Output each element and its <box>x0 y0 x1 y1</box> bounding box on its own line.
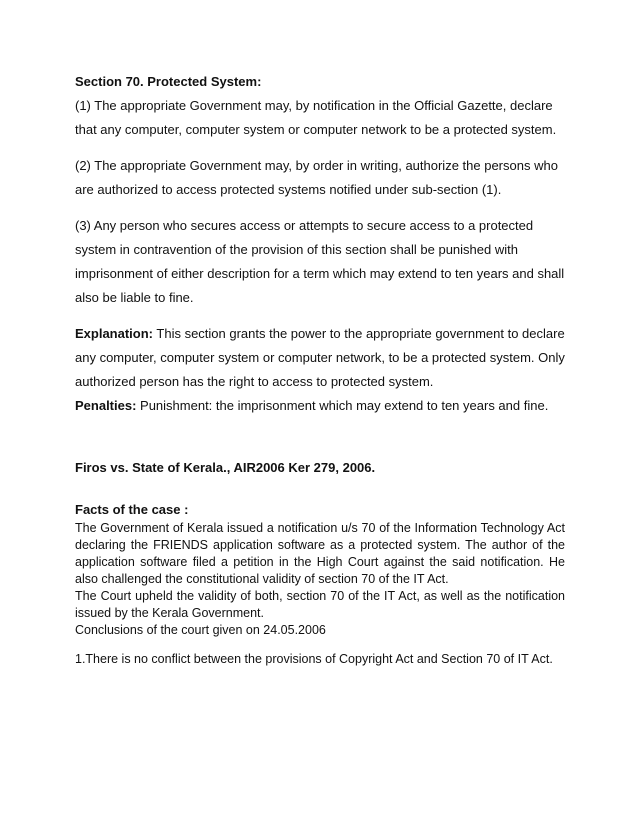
facts-paragraph-2: The Court upheld the validity of both, section 70 of the IT Act, as well as the notification issued by the Kerala Government. <box>75 589 565 620</box>
spacer <box>75 310 565 322</box>
penalties-paragraph <box>75 394 565 418</box>
section-clause-1: (1) The appropriate Government may, by notification in the Official Gazette, declare that any computer, computer system or computer network to be a protected system. <box>75 98 557 137</box>
spacer <box>75 202 565 214</box>
section-heading: Section 70. Protected System: <box>75 74 262 89</box>
spacer <box>75 418 565 458</box>
section-clause-3: (3) Any person who secures access or attempts to secure access to a protected system in contravention of the provision of this section shall be punished with imprisonment of either description for a term which may extend to ten years and shall also be liable to fine. <box>75 218 565 305</box>
spacer <box>75 639 565 651</box>
penalties-text: Punishment: the imprisonment which may extend to ten years and fine. <box>136 398 549 413</box>
document-page <box>75 70 565 668</box>
explanation-paragraph <box>75 322 565 394</box>
conclusion-1: 1.There is no conflict between the provisions of Copyright Act and Section 70 of IT Act. <box>75 652 553 666</box>
spacer <box>75 142 565 154</box>
spacer <box>75 478 565 500</box>
case-title: Firos vs. State of Kerala., AIR2006 Ker 279, 2006. <box>75 460 376 475</box>
conclusions-heading: Conclusions of the court given on 24.05.2006 <box>75 623 326 637</box>
section-clause-2: (2) The appropriate Government may, by order in writing, authorize the persons who are authorized to access protected systems notified under sub-section (1). <box>75 158 558 197</box>
facts-paragraph-1: The Government of Kerala issued a notification u/s 70 of the Information Technology Act declaring the FRIENDS application software as a protected system. The author of the application software filed a petition in the High Court against the said notification. He also challenged the constitutional validity of section 70 of the IT Act. <box>75 521 565 586</box>
penalties-label: Penalties: <box>75 398 137 413</box>
explanation-text: This section grants the power to the appropriate government to declare any computer, computer system or computer network, to be a protected system. Only authorized person has the right to access to protected system. <box>75 326 565 389</box>
explanation-label: Explanation: <box>75 326 154 341</box>
facts-heading: Facts of the case : <box>75 502 189 517</box>
